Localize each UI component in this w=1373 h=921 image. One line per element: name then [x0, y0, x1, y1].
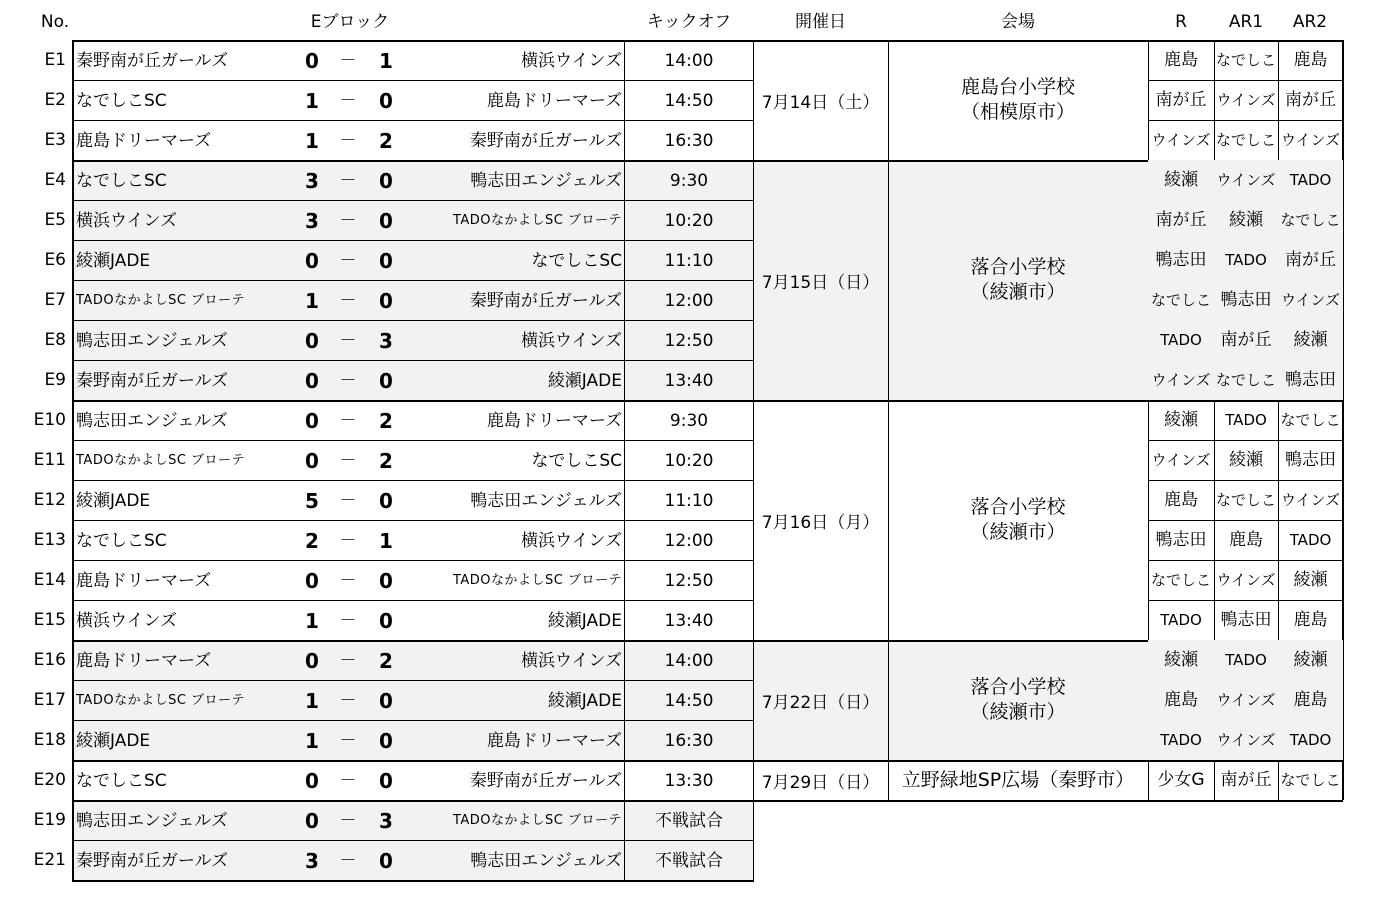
- away-team: 鹿島ドリーマーズ: [486, 91, 622, 111]
- assistant-referee-1: 綾瀬: [1214, 200, 1278, 240]
- table-row: [72, 360, 753, 400]
- header-ar2: AR2: [1292, 12, 1328, 32]
- away-team: 綾瀬JADE: [547, 371, 622, 391]
- home-score: 0: [305, 809, 319, 833]
- venue-cell: 立野緑地SP広場（秦野市）: [901, 769, 1135, 791]
- kickoff-time: 14:00: [624, 641, 754, 681]
- score-dash: －: [339, 731, 357, 751]
- venue-name: 鹿島台小学校: [960, 76, 1075, 98]
- home-team: 綾瀬JADE: [76, 491, 151, 511]
- away-score: 0: [379, 729, 393, 753]
- home-team: 鴨志田エンジェルズ: [76, 811, 228, 831]
- home-team: 横浜ウインズ: [76, 611, 177, 631]
- assistant-referee-1: TADO: [1214, 240, 1278, 280]
- score-dash: －: [339, 411, 357, 431]
- header-block: Eブロック: [310, 12, 390, 32]
- assistant-referee-2: なでしこ: [1280, 411, 1341, 429]
- away-score: 0: [379, 169, 393, 193]
- home-score: 1: [305, 729, 319, 753]
- away-score: 0: [379, 769, 393, 793]
- venue-cell: [888, 255, 1148, 305]
- away-score: 0: [379, 249, 393, 273]
- assistant-referee-1: なでしこ: [1215, 51, 1276, 69]
- venue-cell: [888, 75, 1148, 125]
- match-number: E14: [33, 570, 66, 590]
- score-dash: －: [339, 91, 357, 111]
- match-number: E19: [33, 810, 66, 830]
- referee: 鴨志田: [1155, 530, 1207, 550]
- away-team: 鴨志田エンジェルズ: [470, 851, 622, 871]
- assistant-referee-1: 鹿島: [1229, 530, 1263, 550]
- away-team: 横浜ウインズ: [521, 651, 622, 671]
- table-row: [72, 280, 753, 320]
- assistant-referee-2: 南が丘: [1285, 90, 1336, 110]
- assistant-referee-2: TADO: [1289, 531, 1332, 549]
- kickoff-time: 不戦試合: [624, 801, 754, 841]
- home-team: なでしこSC: [76, 171, 167, 191]
- away-team: 鴨志田エンジェルズ: [470, 171, 622, 191]
- venue-cell: [888, 675, 1148, 725]
- away-team: 秦野南が丘ガールズ: [469, 771, 622, 791]
- score-dash: －: [339, 371, 357, 391]
- referee: 綾瀬: [1164, 410, 1198, 430]
- home-team: なでしこSC: [76, 771, 167, 791]
- home-team: 綾瀬JADE: [76, 731, 151, 751]
- table-row: [72, 560, 753, 600]
- kickoff-time: 12:50: [624, 561, 754, 601]
- away-team: 鹿島ドリーマーズ: [486, 411, 622, 431]
- grid-line: [72, 880, 754, 882]
- kickoff-time: 16:30: [624, 721, 754, 761]
- referee: 鹿島: [1164, 50, 1198, 70]
- referee: 南が丘: [1155, 90, 1207, 110]
- score-dash: －: [339, 531, 357, 551]
- score-dash: －: [339, 771, 357, 791]
- home-score: 1: [305, 129, 319, 153]
- match-number: E20: [33, 770, 66, 790]
- date-cell: 7月15日（日）: [761, 273, 880, 293]
- assistant-referee-2: 綾瀬: [1278, 640, 1343, 680]
- score-dash: －: [339, 811, 357, 831]
- kickoff-time: 14:50: [624, 81, 754, 121]
- assistant-referee-1: なでしこ: [1215, 131, 1276, 149]
- match-number: E16: [33, 650, 66, 670]
- assistant-referee-1: なでしこ: [1215, 491, 1276, 509]
- assistant-referee-2: 綾瀬: [1293, 570, 1328, 590]
- venue-name: 落合小学校: [970, 256, 1066, 278]
- table-row: [72, 400, 753, 440]
- away-team: なでしこSC: [531, 251, 622, 271]
- home-team: 秦野南が丘ガールズ: [76, 851, 229, 871]
- home-team: 秦野南が丘ガールズ: [76, 51, 229, 71]
- kickoff-time: 9:30: [624, 161, 754, 201]
- match-number: E9: [44, 370, 66, 390]
- away-team: 鴨志田エンジェルズ: [470, 491, 622, 511]
- referee: TADO: [1148, 720, 1214, 760]
- away-score: 1: [379, 49, 393, 73]
- away-score: 0: [379, 569, 393, 593]
- match-number: E1: [44, 50, 66, 70]
- score-dash: －: [339, 571, 357, 591]
- away-team: 秦野南が丘ガールズ: [469, 131, 622, 151]
- home-score: 3: [305, 849, 319, 873]
- venue-city: （相模原市）: [960, 101, 1075, 123]
- home-score: 1: [305, 89, 319, 113]
- kickoff-time: 14:50: [624, 681, 754, 721]
- home-score: 0: [305, 409, 319, 433]
- kickoff-time: 11:10: [624, 241, 754, 281]
- home-team: なでしこSC: [76, 91, 167, 111]
- match-number: E18: [33, 730, 66, 750]
- table-row: [72, 40, 753, 80]
- score-dash: －: [339, 691, 357, 711]
- grid-line: [72, 40, 74, 880]
- header-ar1: AR1: [1228, 12, 1264, 32]
- referee: 南が丘: [1148, 200, 1214, 240]
- grid-line: [888, 40, 889, 800]
- away-team: 鹿島ドリーマーズ: [486, 731, 622, 751]
- kickoff-time: 12:00: [624, 521, 754, 561]
- date-cell: 7月29日（日）: [761, 773, 880, 793]
- home-team: 鹿島ドリーマーズ: [76, 651, 212, 671]
- assistant-referee-1: ウインズ: [1214, 720, 1278, 760]
- table-row: [72, 440, 753, 480]
- header-date: 開催日: [795, 12, 846, 32]
- table-row: [72, 720, 753, 760]
- away-team: 綾瀬JADE: [547, 611, 622, 631]
- referee: ウインズ: [1151, 451, 1211, 469]
- home-score: 0: [305, 649, 319, 673]
- referee: なでしこ: [1150, 571, 1211, 589]
- away-score: 3: [379, 809, 393, 833]
- away-team: 横浜ウインズ: [521, 51, 622, 71]
- table-row: [72, 600, 753, 640]
- venue-city: （綾瀬市）: [970, 701, 1066, 723]
- venue-cell: [888, 495, 1148, 545]
- table-row: [72, 200, 753, 240]
- match-number: E21: [33, 850, 66, 870]
- header-venue: 会場: [1001, 12, 1035, 32]
- assistant-referee-2: TADO: [1278, 720, 1343, 760]
- away-team: TADOなかよしSC ブローテ: [452, 213, 622, 228]
- assistant-referee-2: 鴨志田: [1285, 450, 1336, 470]
- home-score: 0: [305, 49, 319, 73]
- assistant-referee-2: ウインズ: [1278, 280, 1343, 320]
- assistant-referee-1: 鴨志田: [1214, 280, 1278, 320]
- home-score: 1: [305, 289, 319, 313]
- grid-line: [72, 800, 1343, 802]
- away-score: 2: [379, 449, 393, 473]
- kickoff-time: 11:10: [624, 481, 754, 521]
- away-team: TADOなかよしSC ブローテ: [452, 813, 622, 828]
- home-team: 鴨志田エンジェルズ: [76, 411, 228, 431]
- home-score: 0: [305, 329, 319, 353]
- match-number: E10: [33, 410, 66, 430]
- kickoff-time: 14:00: [624, 41, 754, 81]
- away-team: 秦野南が丘ガールズ: [469, 291, 622, 311]
- away-score: 0: [379, 849, 393, 873]
- away-score: 0: [379, 489, 393, 513]
- home-team: 綾瀬JADE: [76, 251, 151, 271]
- table-row: [72, 240, 753, 280]
- assistant-referee-1: ウインズ: [1214, 160, 1278, 200]
- table-row: [72, 520, 753, 560]
- header-no: No.: [40, 12, 70, 32]
- assistant-referee-1: 綾瀬: [1229, 450, 1263, 470]
- header-kickoff: キックオフ: [646, 12, 732, 32]
- match-number: E7: [44, 290, 66, 310]
- home-team: 鴨志田エンジェルズ: [76, 331, 228, 351]
- referee: ウインズ: [1148, 360, 1214, 400]
- home-team: 鹿島ドリーマーズ: [76, 571, 212, 591]
- table-row: [72, 160, 753, 200]
- away-score: 0: [379, 209, 393, 233]
- home-score: 0: [305, 369, 319, 393]
- match-number: E8: [44, 330, 66, 350]
- referee: 鹿島: [1148, 680, 1214, 720]
- score-dash: －: [339, 51, 357, 71]
- score-dash: －: [339, 291, 357, 311]
- score-dash: －: [339, 171, 357, 191]
- home-score: 5: [305, 489, 319, 513]
- away-score: 2: [379, 129, 393, 153]
- home-score: 3: [305, 209, 319, 233]
- away-team: 綾瀬JADE: [547, 691, 622, 711]
- home-score: 0: [305, 449, 319, 473]
- match-number: E11: [33, 450, 66, 470]
- assistant-referee-2: 鴨志田: [1278, 360, 1343, 400]
- date-cell: 7月16日（月）: [761, 513, 880, 533]
- home-team: 横浜ウインズ: [76, 211, 177, 231]
- assistant-referee-2: なでしこ: [1278, 200, 1343, 240]
- assistant-referee-1: 南が丘: [1220, 770, 1272, 790]
- home-score: 0: [305, 769, 319, 793]
- header-r: R: [1175, 12, 1187, 32]
- home-team: TADOなかよしSC ブローテ: [76, 293, 246, 308]
- grid-line: [753, 40, 754, 880]
- referee: TADO: [1160, 611, 1202, 629]
- venue-city: （綾瀬市）: [970, 521, 1066, 543]
- kickoff-time: 12:50: [624, 321, 754, 361]
- home-score: 2: [305, 529, 319, 553]
- away-team: 横浜ウインズ: [521, 531, 622, 551]
- referee: 綾瀬: [1148, 160, 1214, 200]
- home-score: 0: [305, 569, 319, 593]
- away-team: 横浜ウインズ: [521, 331, 622, 351]
- assistant-referee-1: TADO: [1225, 411, 1267, 429]
- kickoff-time: 9:30: [624, 401, 754, 441]
- home-team: なでしこSC: [76, 531, 167, 551]
- table-row: [72, 80, 753, 120]
- venue-city: （綾瀬市）: [970, 281, 1066, 303]
- score-dash: －: [339, 451, 357, 471]
- table-row: [72, 640, 753, 680]
- table-row: [72, 680, 753, 720]
- assistant-referee-2: TADO: [1278, 160, 1343, 200]
- table-row: [72, 800, 754, 840]
- kickoff-time: 13:40: [624, 361, 754, 401]
- match-number: E13: [33, 530, 66, 550]
- assistant-referee-1: 鴨志田: [1220, 610, 1272, 630]
- kickoff-time: 不戦試合: [624, 841, 754, 881]
- assistant-referee-1: ウインズ: [1214, 680, 1278, 720]
- away-score: 3: [379, 329, 393, 353]
- venue-name: 落合小学校: [970, 496, 1066, 518]
- referee: TADO: [1148, 320, 1214, 360]
- match-number: E15: [33, 610, 66, 630]
- referee: ウインズ: [1151, 131, 1211, 149]
- referee: 少女G: [1157, 770, 1205, 790]
- date-cell: 7月22日（日）: [761, 693, 880, 713]
- assistant-referee-2: ウインズ: [1280, 131, 1341, 149]
- venue-name: 落合小学校: [970, 676, 1066, 698]
- kickoff-time: 10:20: [624, 441, 754, 481]
- table-row: [72, 760, 753, 800]
- assistant-referee-1: ウインズ: [1216, 91, 1276, 109]
- score-dash: －: [339, 251, 357, 271]
- referee: 綾瀬: [1148, 640, 1214, 680]
- assistant-referee-2: 鹿島: [1278, 680, 1343, 720]
- home-score: 1: [305, 609, 319, 633]
- home-team: TADOなかよしSC ブローテ: [76, 693, 246, 708]
- referee: なでしこ: [1148, 280, 1214, 320]
- assistant-referee-2: なでしこ: [1280, 771, 1341, 789]
- away-team: なでしこSC: [531, 451, 622, 471]
- score-dash: －: [339, 331, 357, 351]
- table-row: [72, 120, 753, 160]
- assistant-referee-1: なでしこ: [1214, 360, 1278, 400]
- match-number: E17: [33, 690, 66, 710]
- referee: 鹿島: [1164, 490, 1198, 510]
- kickoff-time: 16:30: [624, 121, 754, 161]
- home-team: TADOなかよしSC ブローテ: [76, 453, 246, 468]
- date-cell: 7月14日（土）: [761, 93, 880, 113]
- match-number: E2: [44, 90, 66, 110]
- match-number: E6: [44, 250, 66, 270]
- assistant-referee-2: 南が丘: [1278, 240, 1343, 280]
- assistant-referee-1: ウインズ: [1216, 571, 1276, 589]
- score-dash: －: [339, 611, 357, 631]
- kickoff-time: 13:40: [624, 601, 754, 641]
- assistant-referee-2: 綾瀬: [1278, 320, 1343, 360]
- match-number: E3: [44, 130, 66, 150]
- match-number: E5: [44, 210, 66, 230]
- away-score: 0: [379, 689, 393, 713]
- assistant-referee-2: 鹿島: [1293, 50, 1328, 70]
- assistant-referee-2: ウインズ: [1280, 491, 1341, 509]
- score-dash: －: [339, 131, 357, 151]
- table-row: [72, 320, 753, 360]
- referee: 鴨志田: [1148, 240, 1214, 280]
- assistant-referee-1: TADO: [1214, 640, 1278, 680]
- away-score: 0: [379, 89, 393, 113]
- score-dash: －: [339, 211, 357, 231]
- score-dash: －: [339, 851, 357, 871]
- table-row: [72, 480, 753, 520]
- home-team: 鹿島ドリーマーズ: [76, 131, 212, 151]
- away-score: 0: [379, 289, 393, 313]
- home-team: 秦野南が丘ガールズ: [76, 371, 229, 391]
- score-dash: －: [339, 491, 357, 511]
- away-score: 2: [379, 409, 393, 433]
- away-score: 2: [379, 649, 393, 673]
- match-number: E4: [44, 170, 66, 190]
- away-score: 1: [379, 529, 393, 553]
- match-number: E12: [33, 490, 66, 510]
- away-team: TADOなかよしSC ブローテ: [452, 573, 622, 588]
- table-row: [72, 840, 754, 880]
- kickoff-time: 10:20: [624, 201, 754, 241]
- score-dash: －: [339, 651, 357, 671]
- home-score: 3: [305, 169, 319, 193]
- assistant-referee-2: 鹿島: [1293, 610, 1328, 630]
- kickoff-time: 13:30: [624, 761, 754, 801]
- away-score: 0: [379, 369, 393, 393]
- away-score: 0: [379, 609, 393, 633]
- assistant-referee-1: 南が丘: [1214, 320, 1278, 360]
- home-score: 1: [305, 689, 319, 713]
- kickoff-time: 12:00: [624, 281, 754, 321]
- home-score: 0: [305, 249, 319, 273]
